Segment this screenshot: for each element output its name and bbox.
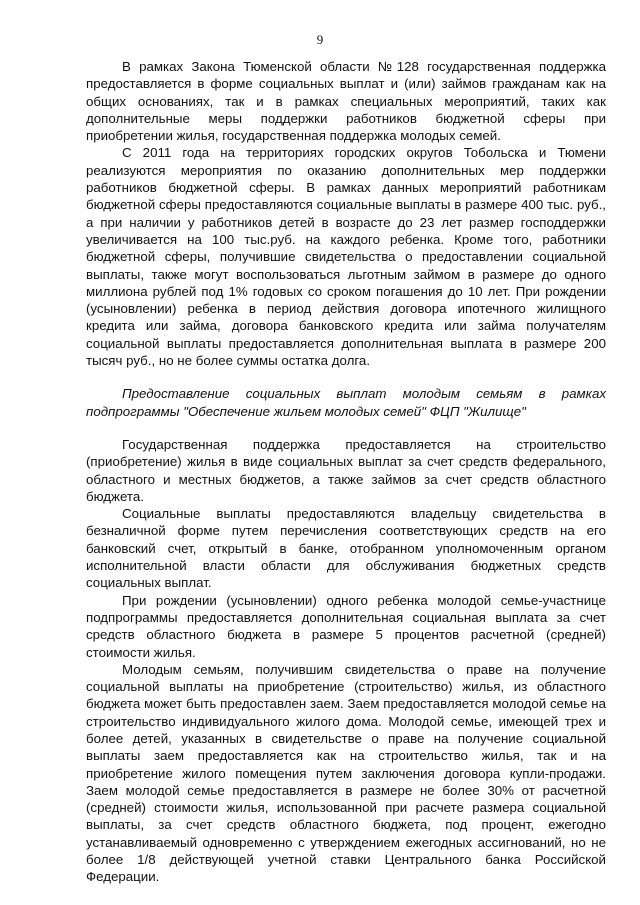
spacer (86, 420, 606, 436)
paragraph: С 2011 года на территориях городских округов Тобольска и Тюмени реализуются мероприятия по оказанию дополнительных мер поддержки работников бюджетной сферы. В рамках данных мероприятий работникам бюджетной сферы предоставляются социальные выплаты в размере 400 тыс. руб., а при наличии у работников детей в возрасте до 23 лет размер господдержки увеличивается на 100 тыс.руб. на каждого ребенка. Кроме того, работники бюджетной сферы, получившие свидетельства о предоставлении социальной выплаты, также могут воспользоваться льготным займом в размере до одного миллиона рублей под 1% годовых со сроком погашения до 10 лет. При рождении (усыновлении) ребенка в период действия договора ипотечного жилищного кредита или займа, договора банковского кредита или займа получателям социальной выплаты предоставляется дополнительная выплата в размере 200 тысяч руб., но не более суммы остатка долга. (86, 145, 606, 369)
spacer (86, 369, 606, 385)
document-body (86, 58, 606, 886)
paragraph: При рождении (усыновлении) одного ребенка молодой семье-участнице подпрограммы предоставляется дополнительная социальная выплата за счет средств областного бюджета в размере 5 процентов расчетной (средней) стоимости жилья. (86, 592, 606, 660)
paragraph: Молодым семьям, получившим свидетельства о праве на получение социальной выплаты на приобретение (строительство) жилья, из областного бюджета может быть предоставлен заем. Заем предоставляется молодой семье на строительство индивидуального жилого дома. Молодой семье, имеющей трех и более детей, указанных в свидетельстве о праве на получение социальной выплаты заем предоставляется как на строительство жилья, так и на приобретение жилого помещения путем заключения договора купли-продажи. Заем молодой семье предоставляется в размере не более 30% от расчетной (средней) стоимости жилья, использованной при расчете размера социальной выплаты, за счет средств областного бюджета, под процент, ежегодно устанавливаемый одновременно с утверждением ежегодных ассигнований, но не более 1/8 действующей учетной ставки Центрального банка Российской Федерации. (86, 661, 606, 885)
paragraph: В рамках Закона Тюменской области №128 государственная поддержка предоставляется в форме социальных выплат и (или) займов гражданам как на общих основаниях, так и в рамках специальных мероприятий, таких как дополнительные меры поддержки работников бюджетной сферы при приобретении жилья, государственная поддержка молодых семей. (86, 59, 606, 144)
paragraph: Социальные выплаты предоставляются владельцу свидетельства в безналичной форме путем перечисления соответствующих средств на его банковский счет, открытый в банке, отобранном уполномоченным органом исполнительной власти области для обслуживания бюджетных средств социальных выплат. (86, 506, 606, 591)
page-number: 9 (316, 32, 324, 47)
paragraph: Государственная поддержка предоставляется на строительство (приобретение) жилья в виде социальных выплат за счет средств федерального, областного и местных бюджетов, а также займов за счет средств областного бюджета. (86, 436, 606, 504)
section-heading: Предоставление социальных выплат молодым семьям в рамках подпрограммы "Обеспечение жильем молодых семей" ФЦП "Жилище" (86, 386, 606, 419)
